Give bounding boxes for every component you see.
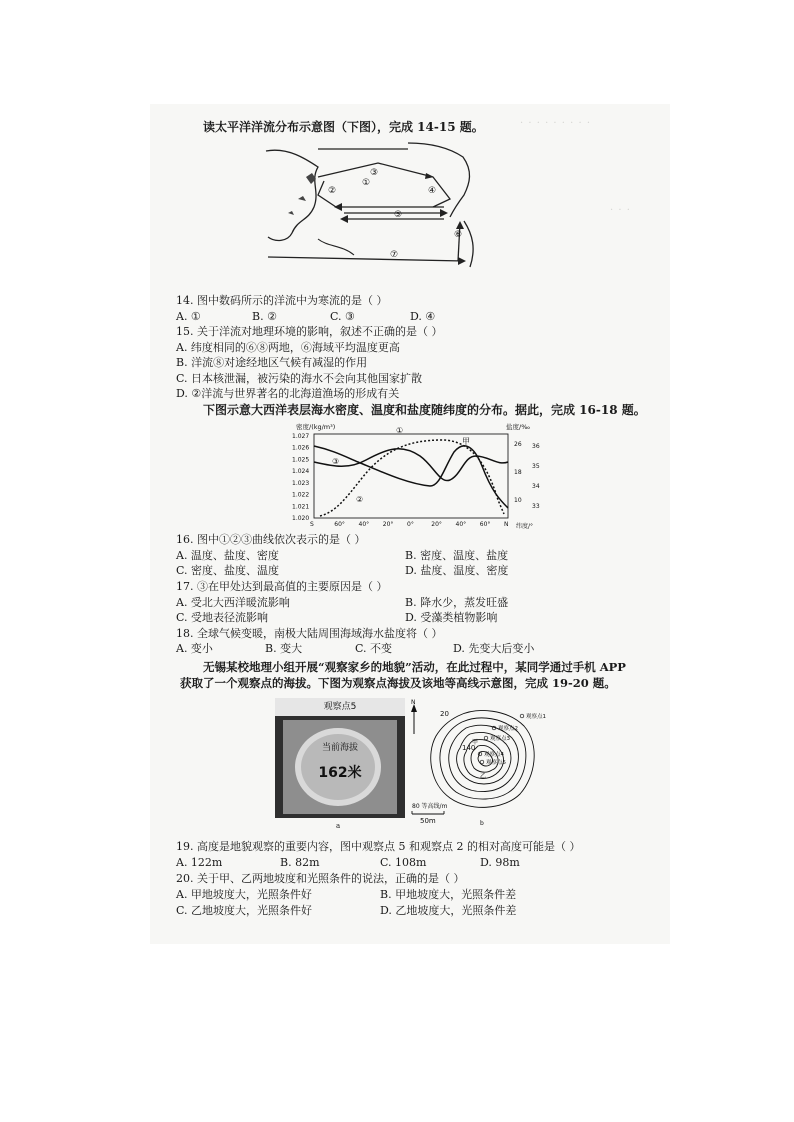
q17-option-b[interactable]: B. 降水少，蒸发旺盛 <box>405 596 509 609</box>
atlantic-chart <box>292 420 554 532</box>
right-tick-label: 34 <box>532 483 540 490</box>
series-label-3: ③ <box>332 457 340 466</box>
series-label-jia: 甲 <box>462 437 470 446</box>
bleed-through: · · · <box>610 205 631 216</box>
q19-option-c[interactable]: C. 108m <box>380 856 427 869</box>
q14-option-a[interactable]: A. ① <box>176 310 201 323</box>
observation-point-3: 观察点3 <box>490 736 510 742</box>
q20-option-a[interactable]: A. 甲地坡度大，光照条件好 <box>176 888 312 901</box>
location-jia: 甲 <box>472 739 479 746</box>
contour-map <box>408 698 554 830</box>
observation-point-5: 观察点5 <box>486 760 506 766</box>
altitude-value: 162米 <box>318 765 362 781</box>
current-label: ③ <box>370 168 379 178</box>
temperature-tick-label: 18 <box>514 469 522 476</box>
q20-option-d[interactable]: D. 乙地坡度大，光照条件差 <box>380 904 517 917</box>
q15-stem: 15. 关于洋流对地理环境的影响，叙述不正确的是（ ） <box>176 325 443 338</box>
current-label: ⑤ <box>394 210 403 220</box>
left-tick-label: 1.022 <box>292 491 310 499</box>
q14-option-d[interactable]: D. ④ <box>410 310 436 323</box>
q15-option-c[interactable]: C. 日本核泄漏，被污染的海水不会向其他国家扩散 <box>176 372 423 385</box>
temperature-tick-label: 26 <box>514 441 522 448</box>
left-tick-label: 1.026 <box>292 444 310 452</box>
chart-ylabel-left: 密度/(kg/m³) <box>296 423 336 431</box>
observation-point-2: 观察点2 <box>498 726 518 732</box>
current-label: ⑦ <box>390 250 399 260</box>
pacific-current-map <box>258 137 494 277</box>
series-label-2: ② <box>356 495 364 504</box>
x-tick-label: 40° <box>455 521 467 528</box>
x-tick-label: 60° <box>479 521 491 528</box>
left-tick-label: 1.020 <box>292 515 310 522</box>
q18-option-a[interactable]: A. 变小 <box>176 642 213 655</box>
contour-label-20: 20 <box>440 710 449 718</box>
q18-option-c[interactable]: C. 不变 <box>355 642 393 655</box>
q19-option-b[interactable]: B. 82m <box>280 856 320 869</box>
q17-option-a[interactable]: A. 受北大西洋暖流影响 <box>176 596 290 609</box>
phone-screen <box>283 720 397 814</box>
q14-option-c[interactable]: C. ③ <box>330 310 355 323</box>
bleed-through: · · · · · · · · · <box>520 118 592 129</box>
q20-option-c[interactable]: C. 乙地坡度大，光照条件好 <box>176 904 313 917</box>
q17-option-c[interactable]: C. 受地表径流影响 <box>176 611 269 624</box>
current-label: ⑥ <box>454 230 463 240</box>
phone-title-bar <box>275 698 405 716</box>
temperature-tick-label: 10 <box>514 497 522 504</box>
q19-option-d[interactable]: D. 98m <box>480 856 520 869</box>
q14-stem: 14. 图中数码所示的洋流中为寒流的是（ ） <box>176 294 388 307</box>
phone-figure <box>275 698 405 818</box>
current-label: ① <box>362 178 371 188</box>
q17-option-d[interactable]: D. 受藻类植物影响 <box>405 611 498 624</box>
q16-option-a[interactable]: A. 温度、盐度、密度 <box>176 549 279 562</box>
intro-16-18: 下图示意大西洋表层海水密度、温度和盐度随纬度的分布。据此，完成 16-18 题。 <box>203 403 646 417</box>
x-tick-label: 40° <box>358 521 370 528</box>
q18-option-b[interactable]: B. 变大 <box>265 642 303 655</box>
x-tick-label: 0° <box>407 521 414 528</box>
x-tick-label: S <box>310 521 314 528</box>
q18-stem: 18. 全球气候变暖，南极大陆周围海域海水盐度将（ ） <box>176 627 443 640</box>
x-tick-label: 20° <box>431 521 442 528</box>
chart-ylabel-right: 盐度/‰ <box>506 423 530 431</box>
figure-a-caption: a <box>336 822 341 830</box>
q15-option-d[interactable]: D. ②洋流与世界著名的北海道渔场的形成有关 <box>176 387 400 400</box>
left-tick-label: 1.024 <box>292 468 310 476</box>
q20-stem: 20. 关于甲、乙两地坡度和光照条件的说法，正确的是（ ） <box>176 872 465 885</box>
left-tick-label: 1.027 <box>292 433 310 440</box>
q19-option-a[interactable]: A. 122m <box>176 856 223 869</box>
x-tick-label: N <box>504 521 509 528</box>
current-label: ② <box>328 186 337 196</box>
scale-bar-label: 50m <box>420 817 436 825</box>
q15-option-b[interactable]: B. 洋流⑧对途经地区气候有减湿的作用 <box>176 356 368 369</box>
left-tick-label: 1.025 <box>292 456 310 464</box>
figure-b-caption: b <box>480 820 484 827</box>
q17-stem: 17. ③在甲处达到最高值的主要原因是（ ） <box>176 580 388 593</box>
q18-option-d[interactable]: D. 先变大后变小 <box>453 642 535 655</box>
x-tick-label: 20° <box>382 521 394 528</box>
chart-xlabel: 纬度/° <box>516 523 534 530</box>
q16-option-b[interactable]: B. 密度、温度、盐度 <box>405 549 509 562</box>
altitude-label: 当前海拔 <box>321 743 358 753</box>
contour-label-140: 140 <box>462 744 476 752</box>
right-tick-label: 36 <box>532 443 540 450</box>
location-yi: 乙 <box>480 773 487 780</box>
observation-point-1: 观察点1 <box>526 714 546 720</box>
q14-option-b[interactable]: B. ② <box>252 310 277 323</box>
q19-stem: 19. 高度是地貌观察的重要内容，图中观察点 5 和观察点 2 的相对高度可能是（ ） <box>176 840 581 853</box>
intro-19-20-line1: 无锡某校地理小组开展“观察家乡的地貌”活动，在此过程中，某同学通过手机 APP <box>203 660 626 674</box>
phone-title: 观察点5 <box>323 702 357 712</box>
right-tick-label: 33 <box>532 503 540 510</box>
q20-option-b[interactable]: B. 甲地坡度大，光照条件差 <box>380 888 517 901</box>
q15-option-a[interactable]: A. 纬度相同的⑥⑧两地，⑥海域平均温度更高 <box>176 341 400 354</box>
contour-legend: 80 等高线/m <box>412 803 448 810</box>
right-tick-label: 35 <box>532 463 540 470</box>
left-tick-label: 1.021 <box>292 503 310 511</box>
current-label: ④ <box>428 186 437 196</box>
left-tick-label: 1.023 <box>292 479 310 487</box>
q16-option-c[interactable]: C. 密度、盐度、温度 <box>176 564 280 577</box>
q16-option-d[interactable]: D. 盐度、温度、密度 <box>405 564 509 577</box>
intro-14-15: 读太平洋洋流分布示意图（下图），完成 14-15 题。 <box>203 120 484 134</box>
x-tick-label: 60° <box>334 521 345 528</box>
north-arrow-label: N <box>411 699 416 706</box>
intro-19-20-line2: 获取了一个观察点的海拔。下图为观察点海拔及该地等高线示意图，完成 19-20 题。 <box>180 676 616 690</box>
observation-point-4: 观察点4 <box>484 752 504 758</box>
q16-stem: 16. 图中①②③曲线依次表示的是（ ） <box>176 533 366 546</box>
series-label-1: ① <box>396 426 404 435</box>
